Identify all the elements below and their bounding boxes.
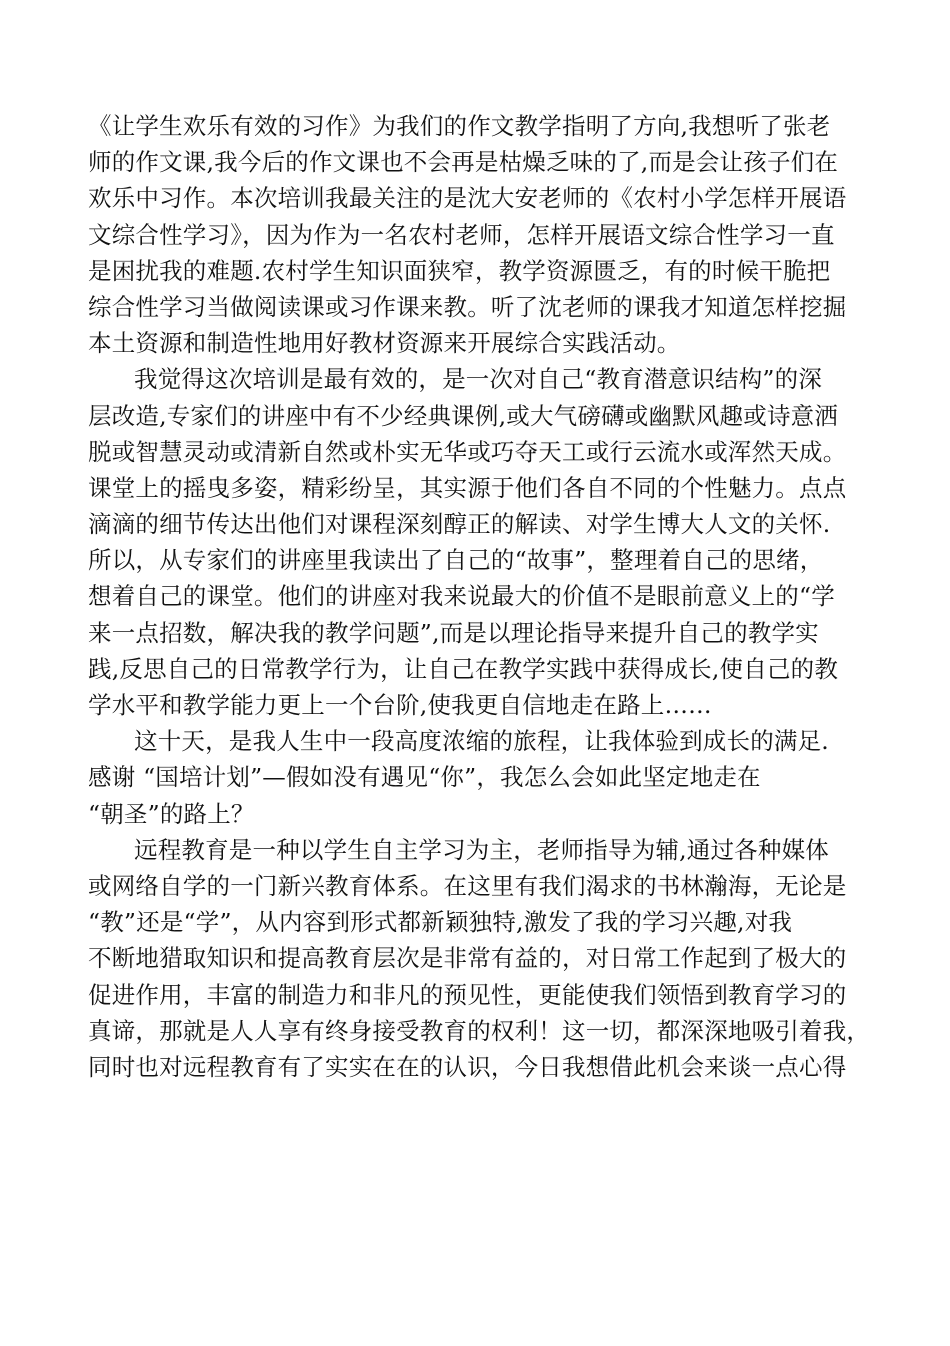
- text-line: 真谛，那就是人人享有终身接受教育的权利！这一切，都深深地吸引着我，: [88, 1016, 871, 1045]
- text-line: 所以，从专家们的讲座里我读出了自己的“故事”，整理着自己的思绪，: [88, 546, 824, 575]
- text-line: 践,反思自己的日常教学行为，让自己在教学实践中获得成长,使自己的教: [88, 654, 839, 683]
- text-line: 层改造,专家们的讲座中有不少经典课例,或大气磅礴或幽默风趣或诗意洒: [88, 401, 839, 430]
- text-line: 或网络自学的一门新兴教育体系。在这里有我们渴求的书林瀚海，无论是: [88, 871, 847, 900]
- text-line: 来一点招数，解决我的教学问题”,而是以理论指导来提升自己的教学实: [88, 618, 819, 647]
- text-line: 想着自己的课堂。他们的讲座对我来说最大的价值不是眼前意义上的“学: [88, 582, 835, 611]
- text-line: 感谢 “国培计划”—假如没有遇见“你”，我怎么会如此坚定地走在: [88, 763, 761, 792]
- text-line: 促进作用，丰富的制造力和非凡的预见性，更能使我们领悟到教育学习的: [88, 980, 847, 1009]
- text-line: 《让学生欢乐有效的习作》为我们的作文教学指明了方向,我想听了张老: [88, 112, 831, 140]
- text-line: 滴滴的细节传达出他们对课程深刻醇正的解读、对学生博大人文的关怀.: [88, 510, 831, 539]
- document-body: [88, 108, 871, 1085]
- text-line: 本土资源和制造性地用好教材资源来开展综合实践活动。: [88, 329, 681, 358]
- text-line: 学水平和教学能力更上一个台阶,使我更自信地走在路上……: [88, 691, 712, 719]
- text-line: 同时也对远程教育有了实实在在的认识，今日我想借此机会来谈一点心得: [88, 1052, 847, 1081]
- text-line: 综合性学习当做阅读课或习作课来教。听了沈老师的课我才知道怎样挖掘: [88, 292, 847, 321]
- text-line: 不断地猎取知识和提高教育层次是非常有益的，对日常工作起到了极大的: [88, 944, 847, 973]
- paragraph-start-line: 我觉得这次培训是最有效的，是一次对自己“教育潜意识结构”的深: [134, 365, 823, 394]
- text-line: “朝圣”的路上？: [88, 799, 255, 828]
- text-line: 师的作文课,我今后的作文课也不会再是枯燥乏味的了,而是会让孩子们在: [88, 148, 839, 177]
- text-line: 文综合性学习》，因为作为一名农村老师，怎样开展语文综合性学习一直: [88, 220, 835, 249]
- text-line: “教”还是“学”，从内容到形式都新颖独特,激发了我的学习兴趣,对我: [88, 908, 793, 937]
- text-line: 课堂上的摇曳多姿，精彩纷呈，其实源于他们各自不同的个性魅力。点点: [88, 473, 847, 502]
- paragraph-start-line: 这十天，是我人生中一段高度浓缩的旅程，让我体验到成长的满足.: [134, 727, 829, 756]
- paragraph-start-line: 远程教育是一种以学生自主学习为主，老师指导为辅,通过各种媒体: [134, 835, 829, 864]
- text-line: 脱或智慧灵动或清新自然或朴实无华或巧夺天工或行云流水或浑然天成。: [88, 437, 847, 466]
- text-line: 是困扰我的难题.农村学生知识面狭窄，教学资源匮乏，有的时候干脆把: [88, 256, 831, 285]
- text-line: 欢乐中习作。本次培训我最关注的是沈大安老师的《农村小学怎样开展语: [88, 184, 847, 213]
